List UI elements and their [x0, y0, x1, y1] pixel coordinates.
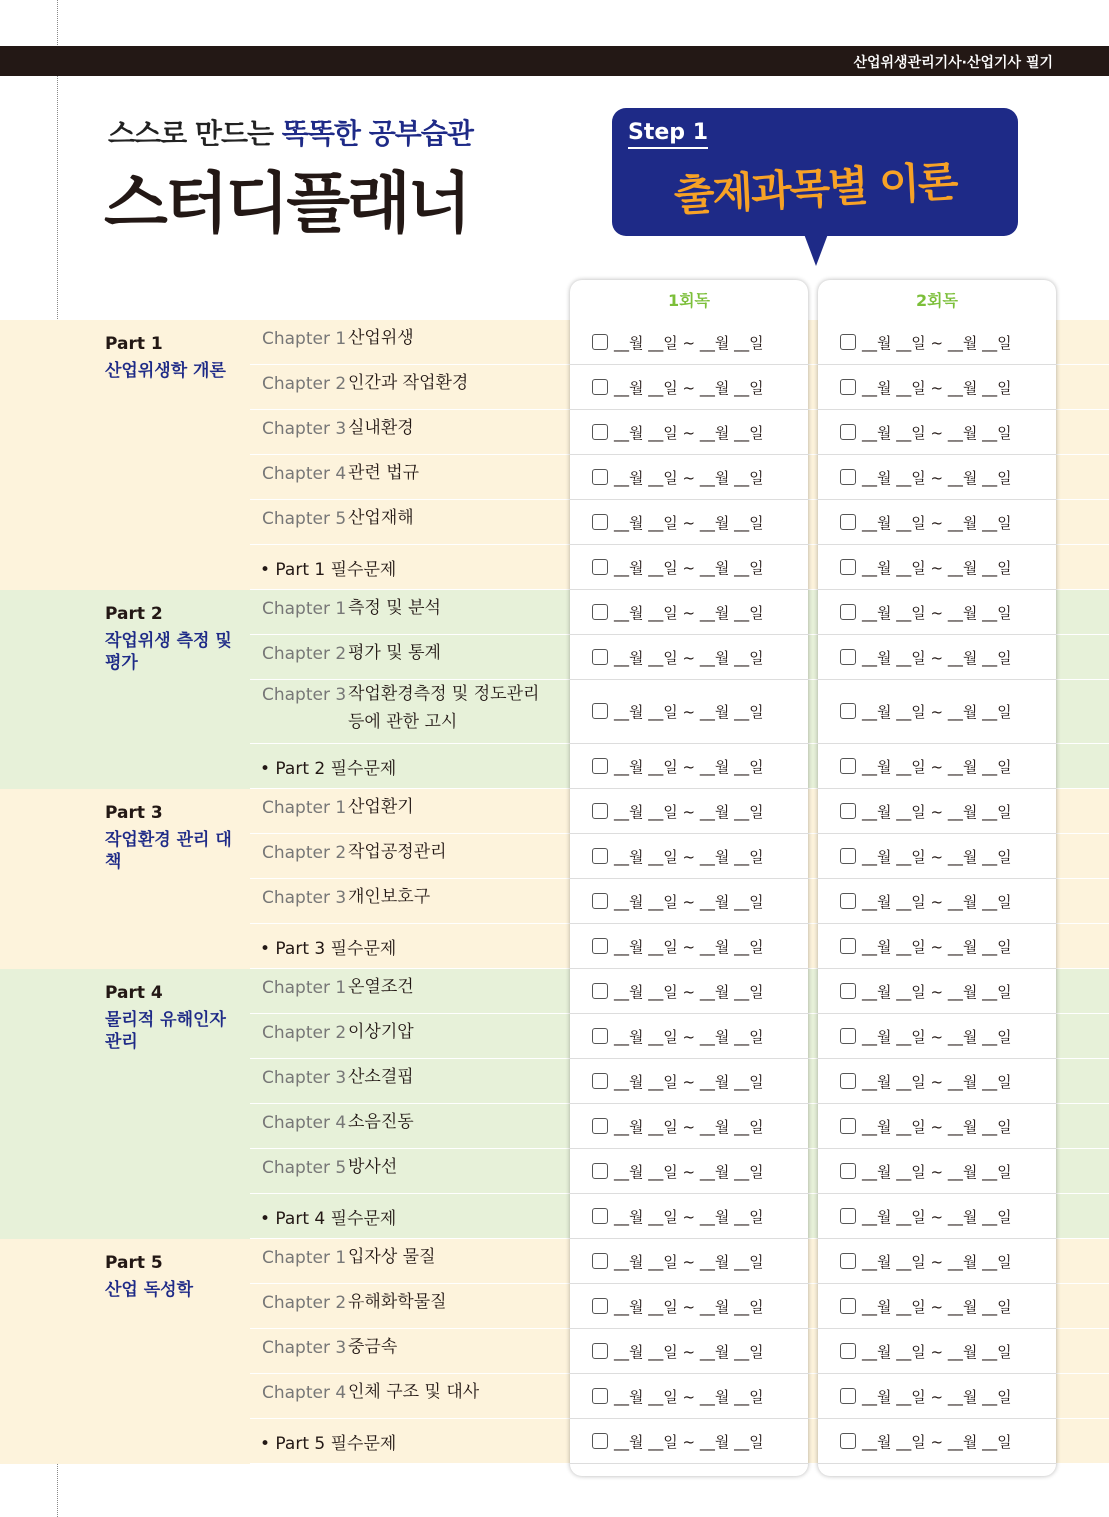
chapter-number: Chapter 2 [262, 1023, 347, 1043]
round2-date-slot [818, 636, 1056, 680]
round2-date-slot [818, 411, 1056, 455]
round1-date-slot [570, 1330, 808, 1374]
round2-date-slot [818, 880, 1056, 924]
round1-date-slot [570, 1420, 808, 1464]
round2-date-slot [818, 546, 1056, 590]
header-bar [0, 46, 1109, 76]
checkbox[interactable] [592, 1253, 608, 1269]
round1-date-slot [570, 1240, 808, 1284]
checkbox[interactable] [840, 803, 856, 819]
chapter-title: 인체 구조 및 대사 [348, 1382, 480, 1402]
date-range-blank[interactable]: __월 __일 ~ __월 __일 [614, 703, 764, 721]
chapter-number: Chapter 1 [262, 329, 347, 349]
chapter-title: 산업재해 [348, 508, 414, 528]
chapter-title: 산소결핍 [348, 1067, 414, 1087]
date-range-blank[interactable]: __월 __일 ~ __월 __일 [862, 648, 1012, 667]
part-number: Part 2 [105, 604, 163, 624]
checkbox[interactable] [592, 514, 608, 530]
chapter-title: 개인보호구 [348, 887, 431, 907]
checkbox[interactable] [840, 1028, 856, 1044]
checkbox[interactable] [840, 1163, 856, 1179]
round2-date-slot [818, 835, 1056, 879]
chapter-title: 소음진동 [348, 1112, 414, 1132]
chapter-number: Chapter 2 [262, 1293, 347, 1313]
round1-date-slot [570, 745, 808, 789]
date-range-blank[interactable]: __월 __일 ~ __월 __일 [614, 1162, 764, 1181]
date-range-blank[interactable]: __월 __일 ~ __월 __일 [862, 757, 1012, 776]
date-range-blank[interactable]: __월 __일 ~ __월 __일 [862, 1207, 1012, 1226]
checkbox[interactable] [840, 1208, 856, 1224]
chapter-number: Chapter 5 [262, 1158, 347, 1178]
date-range-blank[interactable]: __월 __일 ~ __월 __일 [614, 423, 764, 442]
essential-problems-label: • Part 4 필수문제 [260, 1209, 397, 1229]
date-range-blank[interactable]: __월 __일 ~ __월 __일 [862, 847, 1012, 866]
chapter-title: 작업공정관리 [348, 842, 447, 862]
checkbox[interactable] [840, 469, 856, 485]
checkbox[interactable] [840, 424, 856, 440]
checkbox[interactable] [840, 514, 856, 530]
chapter-title: 관련 법규 [348, 463, 420, 483]
date-range-blank[interactable]: __월 __일 ~ __월 __일 [614, 468, 764, 487]
checkbox[interactable] [840, 1298, 856, 1314]
chapter-number: Chapter 1 [262, 798, 347, 818]
date-range-blank[interactable]: __월 __일 ~ __월 __일 [862, 333, 1012, 352]
chapter-number: Chapter 3 [262, 1068, 347, 1088]
date-range-blank[interactable]: __월 __일 ~ __월 __일 [862, 937, 1012, 956]
step-title: 출제과목별 이론 [672, 156, 958, 221]
checkbox[interactable] [592, 893, 608, 909]
checkbox[interactable] [840, 848, 856, 864]
round1-date-slot [570, 501, 808, 545]
round2-date-slot [818, 501, 1056, 545]
subtitle-highlight: 똑똑한 공부습관 [281, 117, 473, 150]
checkbox[interactable] [592, 938, 608, 954]
date-range-blank[interactable]: __월 __일 ~ __월 __일 [614, 1387, 764, 1406]
date-range-blank[interactable]: __월 __일 ~ __월 __일 [862, 1297, 1012, 1316]
part-number: Part 5 [105, 1253, 163, 1273]
round2-header: 2회독 [915, 291, 959, 310]
checkbox[interactable] [592, 379, 608, 395]
round2-date-slot [818, 1195, 1056, 1239]
date-range-blank[interactable]: __월 __일 ~ __월 __일 [614, 892, 764, 911]
subtitle-prefix: 스스로 만드는 [108, 117, 282, 150]
round2-date-slot [818, 591, 1056, 635]
checkbox[interactable] [840, 379, 856, 395]
chapter-title: 실내환경 [348, 418, 414, 438]
chapter-number: Chapter 4 [262, 1383, 347, 1403]
checkbox[interactable] [592, 1208, 608, 1224]
date-range-blank[interactable]: __월 __일 ~ __월 __일 [614, 648, 764, 667]
round1-date-slot [570, 1285, 808, 1329]
round1-date-slot [570, 1150, 808, 1194]
round1-date-slot [570, 1195, 808, 1239]
round2-date-slot [818, 366, 1056, 410]
part-name: 물리적 유해인자 관리 [105, 1010, 226, 1052]
checkbox[interactable] [592, 848, 608, 864]
chapter-number: Chapter 3 [262, 419, 347, 439]
date-range-blank[interactable]: __월 __일 ~ __월 __일 [862, 1027, 1012, 1046]
round2-date-slot [818, 1285, 1056, 1329]
chapter-number: Chapter 3 [262, 685, 347, 705]
date-range-blank[interactable]: __월 __일 ~ __월 __일 [614, 802, 764, 821]
date-range-blank[interactable]: __월 __일 ~ __월 __일 [862, 1432, 1012, 1451]
date-range-blank[interactable]: __월 __일 ~ __월 __일 [862, 1162, 1012, 1181]
essential-problems-label: • Part 5 필수문제 [260, 1434, 397, 1454]
chapter-number: Chapter 1 [262, 978, 347, 998]
checkbox[interactable] [592, 1433, 608, 1449]
chapter-title: 온열조건 [348, 977, 414, 997]
date-range-blank[interactable]: __월 __일 ~ __월 __일 [614, 1297, 764, 1316]
row-separator [818, 679, 1056, 680]
round2-date-slot [818, 1105, 1056, 1149]
checkbox[interactable] [840, 1118, 856, 1134]
date-range-blank[interactable]: __월 __일 ~ __월 __일 [862, 1117, 1012, 1136]
part-number: Part 4 [105, 983, 163, 1003]
round1-date-slot [570, 1060, 808, 1104]
round1-date-slot [570, 835, 808, 879]
row-separator [570, 1463, 808, 1464]
checkbox[interactable] [840, 334, 856, 350]
date-range-blank[interactable]: __월 __일 ~ __월 __일 [862, 513, 1012, 532]
round2-date-slot [818, 790, 1056, 834]
part-name: 산업 독성학 [105, 1280, 194, 1300]
date-range-blank[interactable]: __월 __일 ~ __월 __일 [862, 982, 1012, 1001]
date-range-blank[interactable]: __월 __일 ~ __월 __일 [614, 603, 764, 622]
checkbox[interactable] [592, 1343, 608, 1359]
round1-date-slot [570, 925, 808, 969]
checkbox[interactable] [592, 1163, 608, 1179]
date-range-blank[interactable]: __월 __일 ~ __월 __일 [614, 378, 764, 397]
chapter-title: 산업환기 [348, 797, 414, 817]
date-range-blank[interactable]: __월 __일 ~ __월 __일 [862, 558, 1012, 577]
date-range-blank[interactable]: __월 __일 ~ __월 __일 [614, 1027, 764, 1046]
date-range-blank[interactable]: __월 __일 ~ __월 __일 [614, 558, 764, 577]
book-title: 산업위생관리기사·산업기사 필기 [853, 55, 1053, 71]
row-separator [570, 679, 808, 680]
round2-date-slot [818, 456, 1056, 500]
round2-date-slot [818, 1375, 1056, 1419]
date-range-blank[interactable]: __월 __일 ~ __월 __일 [862, 468, 1012, 487]
page-title: 스터디플래너 [104, 165, 469, 242]
checkbox[interactable] [592, 1118, 608, 1134]
callout-tail [804, 234, 828, 266]
round1-date-slot [570, 411, 808, 455]
chapter-number: Chapter 4 [262, 464, 347, 484]
date-range-blank[interactable]: __월 __일 ~ __월 __일 [862, 378, 1012, 397]
essential-problems-label: • Part 3 필수문제 [260, 939, 397, 959]
date-range-blank[interactable]: __월 __일 ~ __월 __일 [614, 1117, 764, 1136]
chapter-title: 유해화학물질 [348, 1292, 447, 1312]
checkbox[interactable] [592, 604, 608, 620]
checkbox[interactable] [840, 758, 856, 774]
checkbox[interactable] [840, 604, 856, 620]
date-range-blank[interactable]: __월 __일 ~ __월 __일 [614, 937, 764, 956]
round2-date-slot [818, 1330, 1056, 1374]
round2-date-slot [818, 690, 1056, 734]
checkbox[interactable] [840, 1073, 856, 1089]
part-name: 작업환경 관리 대책 [105, 830, 232, 872]
checkbox[interactable] [840, 649, 856, 665]
checkbox[interactable] [592, 559, 608, 575]
round1-date-slot [570, 1375, 808, 1419]
round2-date-slot [818, 1150, 1056, 1194]
checkbox[interactable] [840, 893, 856, 909]
round1-date-slot [570, 790, 808, 834]
round1-date-slot [570, 366, 808, 410]
part-number: Part 3 [105, 803, 163, 823]
chapter-title: 이상기압 [348, 1022, 414, 1042]
checkbox[interactable] [840, 983, 856, 999]
chapter-number: Chapter 2 [262, 644, 347, 664]
chapter-title: 중금속 [348, 1337, 398, 1357]
chapter-title: 작업환경측정 및 정도관리 등에 관한 고시 [348, 684, 540, 732]
chapter-title: 평가 및 통계 [348, 643, 441, 663]
round1-date-slot [570, 690, 808, 734]
chapter-title: 측정 및 분석 [348, 598, 441, 618]
subtitle [108, 112, 473, 152]
round1-date-slot [570, 636, 808, 680]
round2-date-slot [818, 1060, 1056, 1104]
checkbox[interactable] [592, 703, 608, 719]
date-range-blank[interactable]: __월 __일 ~ __월 __일 [862, 1252, 1012, 1271]
part-name: 작업위생 측정 및 평가 [105, 631, 232, 673]
part-name: 산업위생학 개론 [105, 361, 226, 381]
checkbox[interactable] [592, 1073, 608, 1089]
checkbox[interactable] [840, 559, 856, 575]
chapter-title: 산업위생 [348, 328, 414, 348]
round2-date-slot [818, 925, 1056, 969]
date-range-blank[interactable]: __월 __일 ~ __월 __일 [614, 1342, 764, 1361]
date-range-blank[interactable]: __월 __일 ~ __월 __일 [614, 333, 764, 352]
date-range-blank[interactable]: __월 __일 ~ __월 __일 [614, 1072, 764, 1091]
chapter-number: Chapter 4 [262, 1113, 347, 1133]
chapter-number: Chapter 5 [262, 509, 347, 529]
round2-date-slot [818, 321, 1056, 365]
round2-date-slot [818, 1240, 1056, 1284]
round2-date-slot [818, 745, 1056, 789]
round1-date-slot [570, 880, 808, 924]
round1-date-slot [570, 970, 808, 1014]
chapter-number: Chapter 2 [262, 843, 347, 863]
round2-date-slot [818, 970, 1056, 1014]
checkbox[interactable] [840, 703, 856, 719]
date-range-blank[interactable]: __월 __일 ~ __월 __일 [862, 892, 1012, 911]
round1-date-slot [570, 546, 808, 590]
step-callout [612, 108, 1018, 236]
checkbox[interactable] [592, 424, 608, 440]
checkbox[interactable] [592, 1388, 608, 1404]
date-range-blank[interactable]: __월 __일 ~ __월 __일 [614, 1252, 764, 1271]
round2-date-slot [818, 1420, 1056, 1464]
date-range-blank[interactable]: __월 __일 ~ __월 __일 [862, 603, 1012, 622]
date-range-blank[interactable]: __월 __일 ~ __월 __일 [614, 847, 764, 866]
round1-date-slot [570, 591, 808, 635]
part-number: Part 1 [105, 334, 163, 354]
round1-date-slot [570, 1015, 808, 1059]
date-range-blank[interactable]: __월 __일 ~ __월 __일 [862, 703, 1012, 721]
checkbox[interactable] [840, 938, 856, 954]
essential-problems-label: • Part 1 필수문제 [260, 560, 397, 580]
step-label: Step 1 [628, 120, 708, 149]
checkbox[interactable] [592, 758, 608, 774]
chapter-number: Chapter 3 [262, 1338, 347, 1358]
checkbox[interactable] [592, 983, 608, 999]
chapter-number: Chapter 2 [262, 374, 347, 394]
checkbox[interactable] [840, 1253, 856, 1269]
date-range-blank[interactable]: __월 __일 ~ __월 __일 [614, 513, 764, 532]
round1-date-slot [570, 456, 808, 500]
chapter-number: Chapter 1 [262, 1248, 347, 1268]
date-range-blank[interactable]: __월 __일 ~ __월 __일 [614, 1432, 764, 1451]
round2-date-slot [818, 1015, 1056, 1059]
row-separator [818, 1463, 1056, 1464]
date-range-blank[interactable]: __월 __일 ~ __월 __일 [862, 802, 1012, 821]
checkbox[interactable] [592, 649, 608, 665]
round1-date-slot [570, 321, 808, 365]
chapter-number: Chapter 3 [262, 888, 347, 908]
date-range-blank[interactable]: __월 __일 ~ __월 __일 [614, 757, 764, 776]
chapter-title: 방사선 [348, 1157, 398, 1177]
chapter-title: 입자상 물질 [348, 1247, 436, 1267]
checkbox[interactable] [592, 469, 608, 485]
chapter-number: Chapter 1 [262, 599, 347, 619]
checkbox[interactable] [840, 1388, 856, 1404]
checkbox[interactable] [592, 1298, 608, 1314]
essential-problems-label: • Part 2 필수문제 [260, 759, 397, 779]
checkbox[interactable] [592, 803, 608, 819]
chapter-title: 인간과 작업환경 [348, 373, 469, 393]
round1-header: 1회독 [667, 291, 711, 310]
date-range-blank[interactable]: __월 __일 ~ __월 __일 [862, 1387, 1012, 1406]
date-range-blank[interactable]: __월 __일 ~ __월 __일 [862, 1342, 1012, 1361]
checkbox[interactable] [840, 1343, 856, 1359]
date-range-blank[interactable]: __월 __일 ~ __월 __일 [614, 982, 764, 1001]
round1-date-slot [570, 1105, 808, 1149]
date-range-blank[interactable]: __월 __일 ~ __월 __일 [614, 1207, 764, 1226]
checkbox[interactable] [592, 334, 608, 350]
checkbox[interactable] [592, 1028, 608, 1044]
checkbox[interactable] [840, 1433, 856, 1449]
date-range-blank[interactable]: __월 __일 ~ __월 __일 [862, 1072, 1012, 1091]
date-range-blank[interactable]: __월 __일 ~ __월 __일 [862, 423, 1012, 442]
